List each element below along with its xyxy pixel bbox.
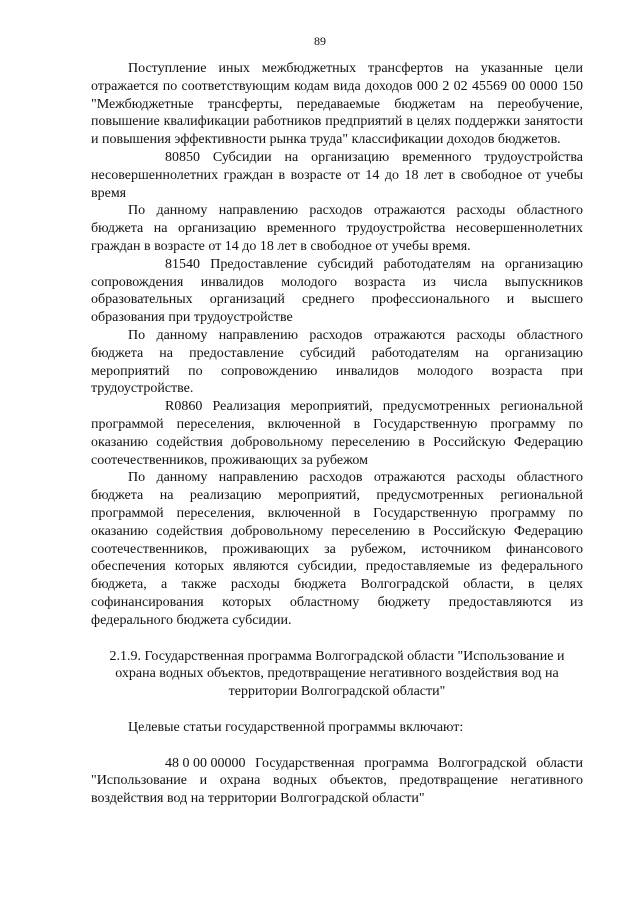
- paragraph-expenses-r0860: По данному направлению расходов отражаются расходы областного бюджета на реализацию мероприятий, предусмотренных региональной программой переселения, включенной в Государственную программу по оказанию содействия добровольному переселению в Российскую Федерацию соотечественников, проживающих за рубежом, источником финансового обеспечения которых являются субсидии, предоставляемые из федерального бюджета, а также расходы бюджета Волгоградской области, в целях софинансирования которых областному бюджету предоставляются из федерального бюджета субсидии.: [91, 470, 583, 628]
- program-entry: [91, 755, 583, 808]
- budget-code: 81540: [165, 256, 200, 272]
- paragraph-code-80850: [91, 149, 583, 202]
- budget-code-description: Предоставление субсидий работодателям на организацию сопровождения инвалидов молодого возраста из числа выпускников образовательных организаций среднего профессионального и высшего образования при трудоустройстве: [91, 256, 584, 326]
- paragraph-transfers: Поступление иных межбюджетных трансфертов на указанные цели отражается по соответствующим кодам вида доходов 000 2 02 45569 00 0000 150 "Межбюджетные трансферты, передаваемые бюджетам на переобучение, повышение квалификации работников предприятий в целях поддержки занятости и повышения эффективности рынка труда" классификации доходов бюджетов.: [91, 61, 583, 148]
- section-heading: 2.1.9. Государственная программа Волгоградской области "Использование и охрана водных объектов, предотвращение негативного воздействия вод на территории Волгоградской области": [109, 648, 565, 700]
- program-code: 48 0 00 00000: [165, 755, 246, 771]
- program-description: Государственная программа Волгоградской области "Использование и охрана водных объектов, предотвращение негативного воздействия вод на территории Волгоградской области": [91, 755, 584, 807]
- paragraph-expenses-81540: По данному направлению расходов отражаются расходы областного бюджета на предоставление субсидий работодателям на организацию мероприятий по сопровождению инвалидов молодого возраста при трудоустройстве.: [91, 327, 583, 397]
- document-body: [91, 60, 583, 808]
- budget-code-description: Реализация мероприятий, предусмотренных региональной программой переселения, включенной в Государственную программу по оказанию содействия добровольному переселению в Российскую Федерацию соотечественников, проживающих за рубежом: [91, 399, 583, 468]
- budget-code-description: Субсидии на организацию временного трудоустройства несовершеннолетних граждан в возрасте от 14 до 18 лет в свободное от учебы время: [91, 149, 583, 201]
- budget-code: 80850: [165, 149, 200, 165]
- paragraph-code-r0860: [91, 398, 583, 469]
- page-number: 89: [314, 34, 326, 48]
- paragraph-code-81540: [91, 256, 583, 327]
- target-articles-intro: Целевые статьи государственной программы включают:: [128, 719, 464, 735]
- paragraph-expenses-80850: По данному направлению расходов отражаются расходы областного бюджета на организацию временного трудоустройства несовершеннолетних граждан в возрасте от 14 до 18 лет в свободное от учебы время.: [91, 203, 583, 254]
- budget-code: R0860: [165, 399, 203, 415]
